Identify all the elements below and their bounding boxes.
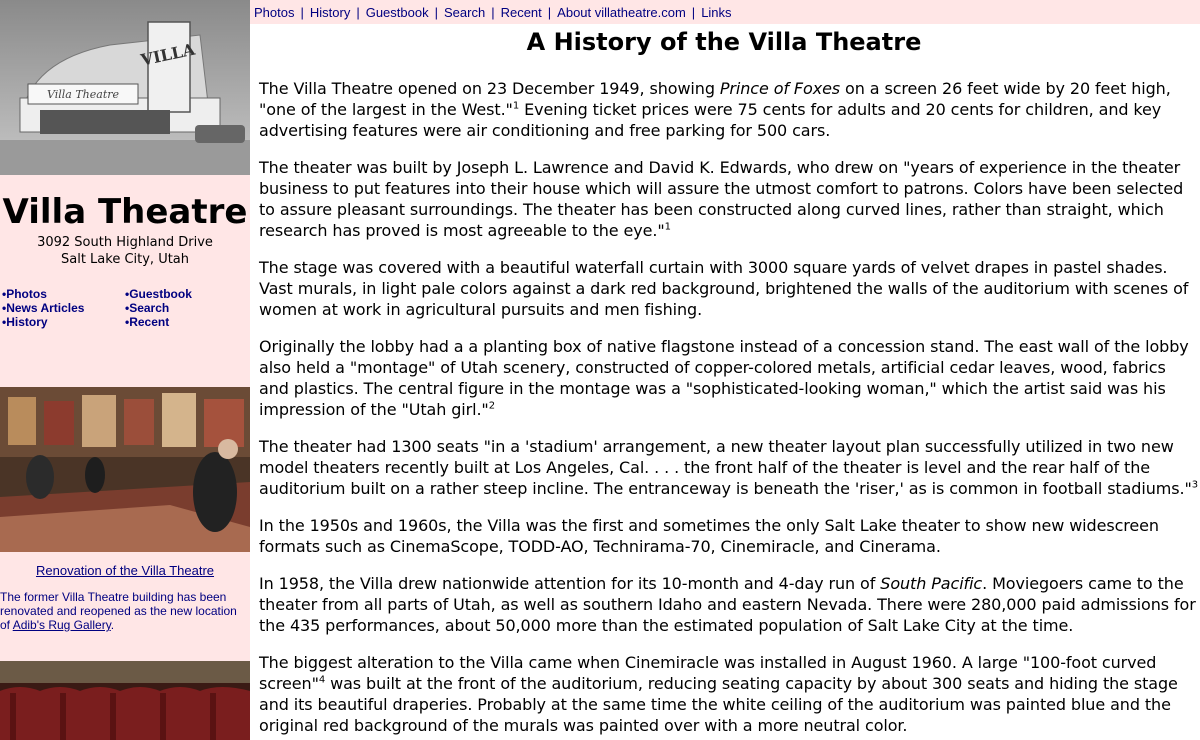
renovation-link[interactable]: Renovation of the Villa Theatre [35, 563, 215, 578]
top-nav-search[interactable]: Search [443, 5, 486, 20]
rug-gallery-image [0, 387, 250, 552]
footnote-ref: 4 [318, 674, 326, 686]
sidebar-link-search[interactable]: •Search [125, 301, 170, 315]
history-paragraph-lobby [259, 336, 1199, 420]
renovation-caption-end: . [110, 618, 115, 632]
nav-separator: | [356, 5, 360, 20]
footnote-ref: 1 [664, 221, 671, 233]
history-paragraph-builders [259, 157, 1199, 241]
top-nav [250, 0, 1200, 24]
top-nav-photos[interactable]: Photos [254, 5, 295, 20]
text-run: on a screen 26 feet wide by 20 feet high, "one of the largest in the West." [259, 79, 1171, 119]
footnote-ref: 1 [512, 100, 520, 112]
adibs-rug-gallery-link[interactable]: Adib's Rug Gallery [12, 618, 111, 632]
top-nav-links[interactable]: Links [701, 5, 732, 20]
nav-separator: | [434, 5, 438, 20]
nav-separator: | [547, 5, 552, 20]
history-paragraph-south-pacific [259, 573, 1199, 636]
text-run: The biggest alteration to the Villa came when Cinemiracle was installed in August 1960. A large "100-foot curved screen" [259, 653, 1157, 693]
history-paragraph-cinemiracle [259, 652, 1199, 736]
history-paragraph-stage: The stage was covered with a beautiful waterfall curtain with 3000 square yards of velvet drapes in pastel shades. Vast murals, in light pale colors against a dark red background, brightened the walls of the auditorium with scenes of women at work in agricultural pursuits and men fishing. [259, 258, 1189, 319]
sidebar-nav-column-2 [125, 287, 192, 329]
sidebar-link-history[interactable]: •History [2, 315, 48, 329]
text-run: was built at the front of the auditorium, reducing seating capacity by about 300 seats and hiding the stage and its beautiful draperies. Probably at the same time the white ceiling of the auditorium was painted blue and the original red background of the murals was painted over with a more neutral color. [259, 674, 1178, 735]
renovation-caption-text: The former Villa Theatre building has been renovated and reopened as the new location of [0, 590, 237, 632]
auditorium-photo[interactable] [0, 661, 250, 740]
marquee-sign-text: Villa Theatre [46, 88, 120, 101]
text-run: The Villa Theatre opened on 23 December 1949, showing [259, 79, 720, 98]
nav-separator: | [491, 5, 495, 20]
text-run: Originally the lobby had a a planting box of native flagstone instead of a concession stand. The east wall of the lobby also held a "montage" of Utah scenery, constructed of copper-colored metals, artificial cedar leaves, wood, fabrics and plastics. The central figure in the montage was a "sophisticated-looking woman," which the artist said was his impression of the "Utah girl." [259, 337, 1189, 419]
sidebar-link-news-articles[interactable]: •News Articles [2, 301, 85, 315]
theater-exterior-image [0, 0, 250, 175]
top-nav-guestbook[interactable]: Guestbook [365, 5, 429, 20]
history-paragraph-widescreen: In the 1950s and 1960s, the Villa was the first and sometimes the only Salt Lake theater to show new widescreen formats such as CinemaScope, TODD-AO, Technirama-70, Cinemiracle, and Cinerama. [259, 516, 1159, 556]
footnote-ref: 2 [488, 400, 495, 412]
nav-separator: | [300, 5, 304, 20]
renovation-link-wrapper [0, 563, 250, 578]
sidebar-link-photos[interactable]: •Photos [2, 287, 47, 301]
address-city: Salt Lake City, Utah [60, 252, 190, 267]
text-run: In 1958, the Villa drew nationwide attention for its 10-month and 4-day run of [259, 574, 881, 593]
sidebar-link-recent[interactable]: •Recent [125, 315, 170, 329]
nav-separator: | [691, 5, 696, 20]
text-run: The theater had 1300 seats "in a 'stadium' arrangement, a new theater layout plan successfully utilized in two new model theaters recently built at Los Angeles, Cal. . . . the front half of the theater is level and the rear half of the auditorium built on a rather steep incline. The entranceway is beneath the 'riser,' as is common in football stadiums." [259, 437, 1192, 498]
history-paragraph-seating [259, 436, 1199, 499]
sidebar-link-guestbook[interactable]: •Guestbook [125, 287, 192, 301]
theater-exterior-photo [0, 0, 250, 175]
renovation-caption [0, 590, 248, 632]
footnote-ref: 3 [1191, 479, 1198, 491]
sidebar-nav-column-1 [2, 287, 84, 329]
main-content [259, 24, 1199, 736]
top-nav-history[interactable]: History [309, 5, 351, 20]
address [0, 234, 250, 268]
rug-gallery-photo[interactable] [0, 387, 250, 552]
page-title: A History of the Villa Theatre [526, 28, 922, 56]
top-nav-about[interactable]: About villatheatre.com [557, 5, 686, 20]
film-title: South Pacific [880, 574, 983, 593]
history-paragraph-opening [259, 78, 1199, 141]
auditorium-image [0, 661, 250, 740]
address-street: 3092 South Highland Drive [37, 235, 213, 250]
sidebar [0, 0, 250, 740]
text-run: . Moviegoers came to the theater from all parts of Utah, as well as southern Idaho and eastern Nevada. There were 280,000 paid admissions for the 435 performances, about 50,000 more than the estimated population of Salt Lake City at the time. [259, 574, 1196, 635]
text-run: Evening ticket prices were 75 cents for adults and 20 cents for children, and key advertising features were air conditioning and free parking for 500 cars. [259, 100, 1162, 140]
marquee-vertical-text: VILLA [139, 39, 197, 70]
text-run: The theater was built by Joseph L. Lawrence and David K. Edwards, who drew on "years of experience in the theater business to put features into their house which will assure the utmost comfort to patrons. Colors have been selected to assure pleasant surroundings. The theater has been constructed along curved lines, rather than straight, which research has proved is most agreeable to the eye." [259, 158, 1184, 240]
film-title: Prince of Foxes [719, 79, 841, 98]
site-title: Villa Theatre [2, 192, 248, 232]
top-nav-recent[interactable]: Recent [500, 5, 542, 20]
